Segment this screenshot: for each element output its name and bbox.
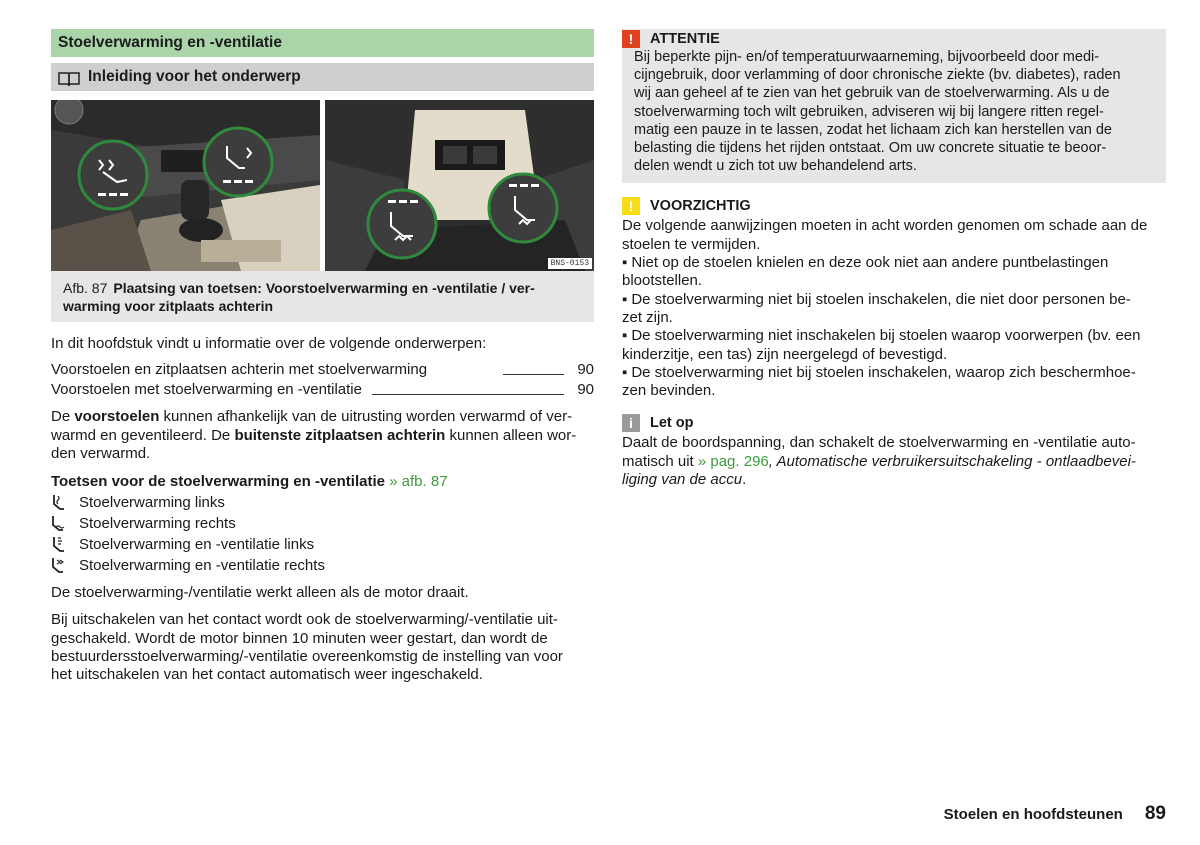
text: Bij uitschakelen van het contact wordt ook de stoelverwarming/-ventilatie uit- [51, 611, 558, 629]
key-item [51, 513, 594, 534]
text: matisch uit [622, 452, 698, 470]
text: bestuurdersstoelverwarming/-ventilatie overeenkomstig de instelling van voor [51, 648, 563, 666]
text: kunnen afhankelijk van de uitrusting worden verwarmd of ver- [159, 408, 573, 426]
text: De [51, 408, 75, 426]
note-header [622, 414, 1166, 432]
right-column [622, 29, 1166, 489]
caution-block [622, 197, 1166, 400]
caution-bullet [622, 254, 1166, 291]
toc-page: 90 [577, 381, 594, 399]
text: kunnen alleen wor- [445, 426, 577, 444]
key-label: Stoelverwarming rechts [79, 515, 236, 533]
note-title: Let op [650, 415, 694, 432]
figure-code: BNS-0153 [548, 258, 592, 269]
caution-icon: ! [622, 197, 640, 215]
text-bold: buitenste zitplaatsen achterin [234, 426, 446, 444]
text: ▪ De stoelverwarming niet bij stoelen inschakelen, die niet door personen be- [622, 291, 1131, 308]
keys-heading-text: Toetsen voor de stoelverwarming en -ventilatie [51, 473, 385, 491]
rear-seats-photo [325, 100, 594, 271]
figure-number: Afb. 87 [63, 280, 108, 296]
key-item [51, 492, 594, 513]
paragraph-motor: De stoelverwarming-/ventilatie werkt alleen als de motor draait. [51, 584, 469, 602]
page-link[interactable]: » pag. 296 [697, 452, 769, 470]
info-icon: i [622, 414, 640, 432]
toc-title: Voorstoelen met stoelverwarming en -ventilatie [51, 381, 362, 399]
front-console-photo [51, 100, 320, 271]
toc [51, 360, 594, 400]
toc-leader [503, 374, 564, 375]
toc-page: 90 [577, 361, 594, 379]
key-item [51, 555, 594, 576]
caution-bullet [622, 327, 1166, 364]
text: delen wendt u zich tot uw behandelend arts. [634, 158, 917, 175]
text: ▪ De stoelverwarming niet bij stoelen inschakelen, waarop zich beschermhoe- [622, 364, 1136, 381]
text: geschakeld. Wordt de motor binnen 10 minuten weer gestart, dan wordt de [51, 629, 548, 647]
caution-header [622, 197, 1166, 215]
figure-link[interactable]: » afb. 87 [389, 473, 448, 491]
text-bold: voorstoelen [74, 408, 160, 426]
text: . [742, 470, 747, 488]
page-number: 89 [1144, 803, 1166, 824]
caution-title: VOORZICHTIG [650, 198, 751, 215]
attention-text [634, 48, 1154, 175]
text: het uitschakelen van het contact automatisch weer ingeschakeld. [51, 666, 483, 684]
book-icon [58, 69, 80, 85]
key-label: Stoelverwarming links [79, 494, 225, 512]
attention-title: ATTENTIE [650, 31, 720, 47]
keys-heading [51, 472, 594, 491]
text-italic: , Automatische verbruikersuitschakeling - ontlaadbevei- [768, 452, 1136, 470]
text: stoelen te vermijden. [622, 235, 761, 253]
left-column [51, 29, 594, 685]
seat-heating-left-icon [51, 494, 79, 512]
note-text [622, 434, 1166, 489]
toc-title: Voorstoelen en zitplaatsen achterin met stoelverwarming [51, 361, 428, 379]
text: kinderzitje, een tas) zijn neergelegd of bevestigd. [622, 345, 948, 363]
intro-heading [51, 63, 594, 91]
footer-section: Stoelen en hoofdsteunen [943, 806, 1123, 823]
toc-entry[interactable] [51, 380, 594, 400]
text-italic: liging van de accu [622, 470, 743, 488]
text: den verwarmd. [51, 444, 151, 462]
attention-header [622, 30, 1154, 48]
text: ▪ Niet op de stoelen knielen en deze ook niet aan andere puntbelastingen [622, 254, 1108, 271]
toc-entry[interactable] [51, 360, 594, 380]
seat-heating-right-icon [51, 515, 79, 533]
text: wij aan geheel af te zien van het gebruik van de stoelverwarming. Als u de [634, 85, 1110, 102]
text: zen bevinden. [622, 382, 716, 400]
warning-icon: ! [622, 30, 640, 48]
text: warmd en geventileerd. De [51, 426, 235, 444]
seat-heat-vent-left-icon [51, 536, 79, 554]
intro-text: In dit hoofdstuk vindt u informatie over de volgende onderwerpen: [51, 335, 487, 352]
keys-list [51, 492, 594, 576]
section-title: Stoelverwarming en -ventilatie [51, 29, 594, 57]
text: matig een pauze in te lassen, zodat het lichaam zich kan herstellen van de [634, 121, 1112, 138]
text: Daalt de boordspanning, dan schakelt de stoelverwarming en -ventilatie auto- [622, 434, 1136, 452]
caution-intro [622, 217, 1166, 254]
toc-leader [372, 394, 564, 395]
figure-87 [51, 100, 594, 271]
paragraph-seats [51, 408, 594, 463]
attention-box [622, 29, 1166, 183]
caution-bullet [622, 291, 1166, 328]
key-item [51, 534, 594, 555]
note-block [622, 414, 1166, 489]
caution-bullet [622, 364, 1166, 401]
intro-title: Inleiding voor het onderwerp [88, 68, 301, 85]
text: Bij beperkte pijn- en/of temperatuurwaarneming, bijvoorbeeld door medi- [634, 49, 1100, 65]
text: blootstellen. [622, 272, 703, 290]
paragraph-ignition [51, 611, 594, 684]
key-label: Stoelverwarming en -ventilatie rechts [79, 557, 325, 575]
text: zet zijn. [622, 308, 673, 326]
seat-heat-vent-right-icon [51, 557, 79, 575]
callout-front-right [204, 128, 272, 196]
page-footer [622, 803, 1166, 825]
callout-front-left [79, 141, 147, 209]
text: cijngebruik, door verlamming of door chronische ziekte (bv. diabetes), raden [634, 67, 1121, 84]
text: De volgende aanwijzingen moeten in acht worden genomen om schade aan de [622, 217, 1148, 235]
text: stoelverwarming toch wilt gebruiken, adviseren wij bij langere ritten regel- [634, 103, 1104, 120]
text: ▪ De stoelverwarming niet inschakelen bij stoelen waarop voorwerpen (bv. een [622, 327, 1141, 344]
text: belasting die tijdens het rijden ontstaat. Om uw concrete situatie te beoor- [634, 140, 1107, 157]
figure-caption [51, 271, 594, 322]
caption-title-cont: warming voor zitplaats achterin [63, 298, 274, 314]
key-label: Stoelverwarming en -ventilatie links [79, 536, 315, 554]
caption-title: Plaatsing van toetsen: Voorstoelverwarming en -ventilatie / ver- [113, 280, 535, 296]
